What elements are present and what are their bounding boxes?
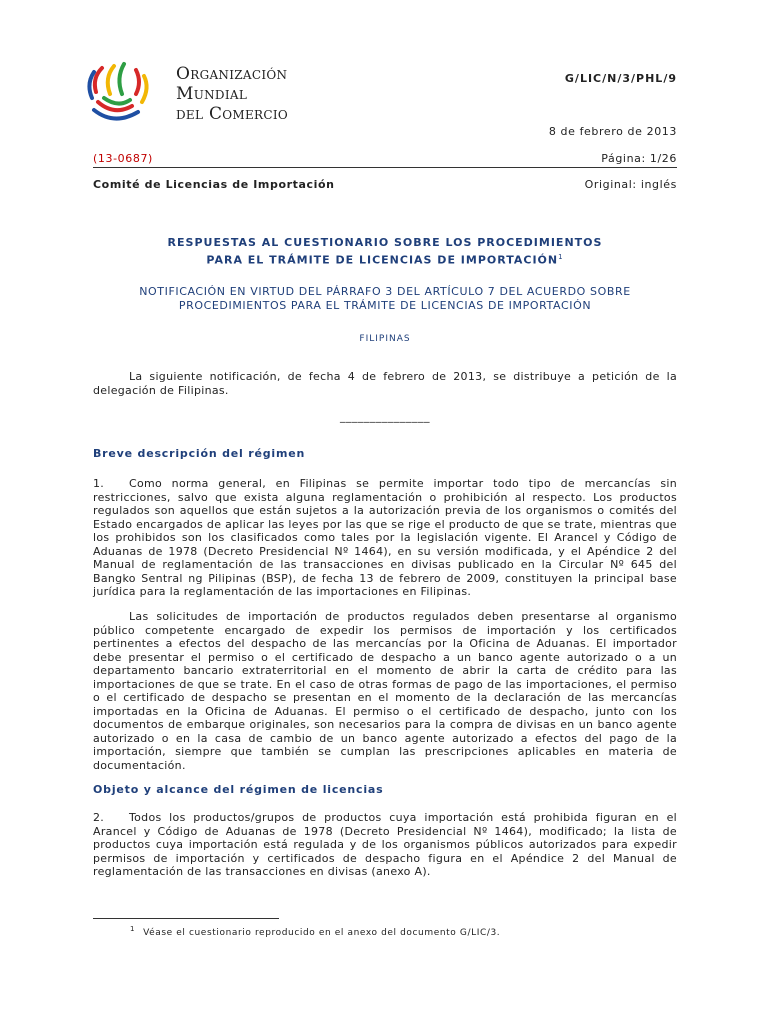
document-symbol: G/LIC/N/3/PHL/9 — [564, 72, 677, 85]
original-language: Original: inglés — [584, 178, 677, 191]
section-heading-1: Breve descripción del régimen — [93, 447, 306, 460]
footnote — [130, 925, 500, 938]
paragraph-number: 2. — [93, 811, 105, 824]
title-line-1: RESPUESTAS AL CUESTIONARIO SOBRE LOS PROCEDIMIENTOS — [167, 236, 603, 249]
paragraph-1 — [93, 477, 677, 599]
org-name-line-3: del Comercio — [176, 104, 289, 124]
document-subtitle — [93, 285, 677, 313]
footnote-text: Véase el cuestionario reproducido en el anexo del documento G/LIC/3. — [143, 928, 501, 938]
wto-logo — [84, 58, 164, 130]
paragraph-text: Como norma general, en Filipinas se permite importar todo tipo de mercancías sin restricciones, salvo que exista alguna reglamentación o prohibición al respecto. Los productos regulados son aquellos que están sujetos a la autorización previa de los organismos o comités del Estado encargados de aplicar las leyes por las que se rige el producto de que se trate, mientras que los prohibidos son los clasificados como tales por la legislación vigente. El Arancel y Código de Aduanas de 1978 (Decreto Presidencial Nº 1464), en su versión modificada, y el Apéndice 2 del Manual de reglamentación de las transacciones en divisas publicado en la Circular Nº 645 del Bangko Sentral ng Pilipinas (BSP), de fecha 13 de febrero de 2009, constituyen la principal base jurídica para la reglamentación de las importaciones en Filipinas. — [93, 477, 677, 598]
country-name: FILIPINAS — [359, 334, 411, 344]
subtitle-line-1: NOTIFICACIÓN EN VIRTUD DEL PÁRRAFO 3 DEL ARTÍCULO 7 DEL ACUERDO SOBRE — [139, 285, 631, 298]
header-divider — [93, 167, 677, 168]
footnote-divider — [93, 918, 279, 919]
footnote-mark: 1 — [130, 925, 136, 933]
page-number: Página: 1/26 — [601, 152, 677, 165]
org-name-line-1: Organización — [176, 64, 288, 84]
reference-number: (13-0687) — [93, 152, 153, 165]
section-heading-2: Objeto y alcance del régimen de licencias — [93, 783, 384, 796]
document-title — [93, 236, 677, 268]
paragraph-number: 1. — [93, 477, 105, 490]
paragraph-2 — [93, 811, 677, 879]
org-name-line-2: Mundial — [176, 84, 248, 104]
footnote-reference[interactable]: 1 — [558, 253, 564, 261]
paragraph-text: Todos los productos/grupos de productos cuya importación está prohibida figuran en el Arancel y Código de Aduanas de 1978 (Decreto Presidencial Nº 1464), modificado; la lista de productos cuya importación está regulada y de los organismos públicos autorizados para expedir permisos de importación y certificados de despacho figura en el Apéndice 2 del Manual de reglamentación de las transacciones en divisas (anexo A). — [93, 811, 677, 878]
organization-name — [176, 64, 288, 124]
intro-paragraph: La siguiente notificación, de fecha 4 de febrero de 2013, se distribuye a petición de la delegación de Filipinas. — [93, 370, 677, 397]
document-date: 8 de febrero de 2013 — [548, 125, 677, 138]
paragraph-1-continued: Las solicitudes de importación de productos regulados deben presentarse al organismo público competente encargado de expedir los permisos de importación y los certificados pertinentes a efectos del despacho de las mercancías por la Oficina de Aduanas. El importador debe presentar el permiso o el certificado de despacho a un banco agente autorizado o a un departamento bancario extraterritorial en el momento de abrir la carta de crédito para las importaciones de que se trate. En el caso de otras formas de pago de las importaciones, el permiso o el certificado de despacho se presentan en el momento de la declaración de las mercancías importadas en la Oficina de Aduanas. El permiso o el certificado de despacho, junto con los documentos de embarque originales, son necesarios para la compra de divisas en un banco agente autorizado o en la casa de cambio de un banco agente autorizado a efectos del pago de la importación, siempre que también se cumplan las prescripciones aplicables en materia de documentación. — [93, 610, 677, 772]
title-line-2: PARA EL TRÁMITE DE LICENCIAS DE IMPORTACIÓN$^1$ — [206, 253, 564, 267]
subtitle-line-2: PROCEDIMIENTOS PARA EL TRÁMITE DE LICENCIAS DE IMPORTACIÓN — [178, 299, 592, 312]
separator-line: _______________ — [340, 410, 430, 423]
committee-name: Comité de Licencias de Importación — [93, 178, 335, 191]
